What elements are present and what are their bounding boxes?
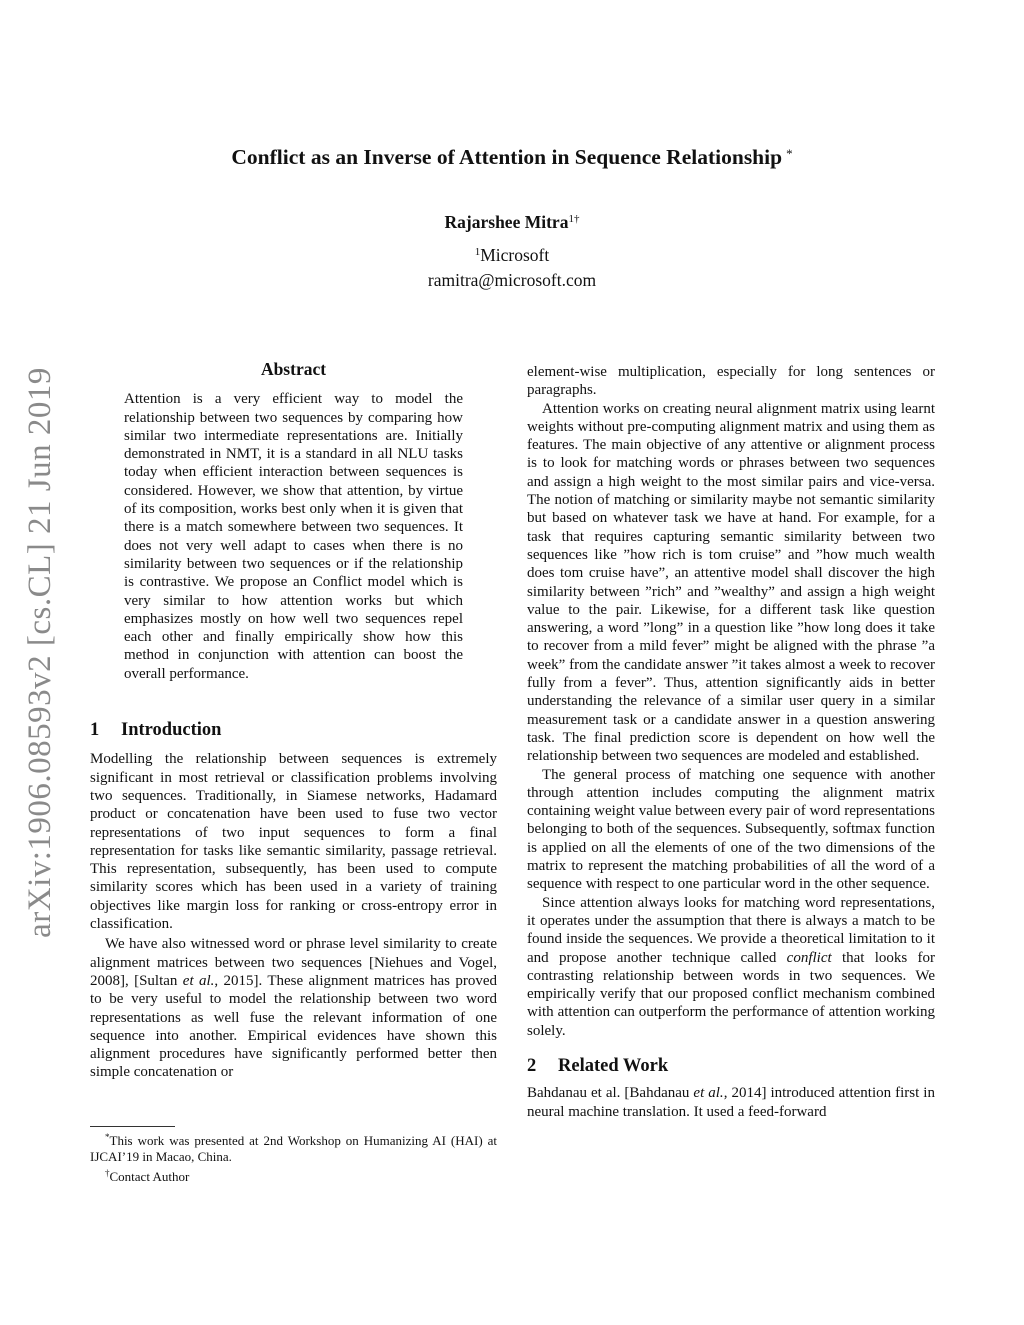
footnote-mark: * — [105, 1132, 110, 1142]
paragraph-text: , 2014] introduced attention first in neural machine translation. It used a feed-forward — [527, 1085, 935, 1120]
title-footnote-mark: * — [786, 146, 793, 161]
arxiv-stamp — [10, 360, 70, 945]
footnote-text: This work was presented at 2nd Workshop on Humanizing AI (HAI) at IJCAI’19 in Macao, China. — [90, 1133, 497, 1164]
paragraph-text: We have also witnessed word or phrase level similarity to create alignment matrices between two sequences [Niehues and Vogel, 2008], [Sultan — [90, 936, 497, 989]
intro-paragraph-continued: element-wise multiplication, especially for long sentences or paragraphs. — [527, 364, 935, 399]
citation-etal: et al. — [693, 1085, 724, 1102]
citation-etal: et al. — [182, 972, 215, 989]
footnotes — [90, 1126, 497, 1185]
paragraph-text: Since attention always looks for matching word representations, it operates under the assumption that there is always a match to be found inside the sequences. We provide a theoretical limitation to it and propose another technique called — [527, 894, 935, 966]
paragraph-text: , 2015]. These alignment matrices has proved to be very useful to model the relationship between two word representations as well fuse the relevant information of one sequence into another. Empirical evidences have shown this alignment procedures have significantly performed better then simple concatenation or — [90, 972, 498, 1081]
footnote-rule — [90, 1126, 175, 1127]
section-heading-introduction — [90, 721, 497, 739]
abstract-text: Attention is a very efficient way to model the relationship between two sequences by comparing how similar two intermediate representations are. Initially demonstrated in NMT, it is a standard in all NLU tasks today when efficient interaction between sequences is considered. However, we show that attention, by virtue of its composition, works best only when it is given that there is a match somewhere between two sequences. It does not very well adapt to cases when there is no similarity between two sequences or if the relationship is contrastive. We propose an Conflict model which is very similar to how attention works but which emphasizes mostly on how well two sequences repel each other and finally empirically show how this method in conjunction with attention can boost the overall performance. — [124, 391, 463, 682]
intro-paragraph-general-process: The general process of matching one sequence with another through attention includes computing the alignment matrix containing weight value between every pair of word representations belonging to both of the sequences. Subsequently, softmax function is applied on all the elements of one of the two dimensions of the matrix to represent the matching probabilities of all the word of a sequence with respect to one particular word in the other sequence. — [527, 766, 935, 893]
footnote-2 — [90, 1165, 497, 1185]
author-name: Rajarshee Mitra — [444, 212, 569, 232]
author-email: ramitra@microsoft.com — [427, 270, 597, 290]
intro-paragraph-attention: Attention works on creating neural alignment matrix using learnt weights without pre-computing alignment matrix and using them as features. The main objective of any attentive or alignment process is to look for matching words or phrases between two sequences and assign a high weight to the most similar pairs and vice-versa. The notion of matching or similarity maybe not semantic similarity but based on whatever task we have at hand. For example, for a task that requires capturing semantic similarity between two sequences like ”how rich is tom cruise” and ”how much wealth does tom cruise have”, an attentive model shall discover the high similarity between ”rich” and ”wealthy” and assign a high weight value to the pair. Likewise, for a different task like question answering, a word ”long” in a question like ”how long does it take to recover from a mild fever” might be aligned with the phrase ”a week” from the candidate answer ”it takes almost a week to recover fully from a fever”. Thus, attention significantly aids in better understanding the relevance of a similar user query in a similar measurement task or a candidate answer in a question answering task. The final prediction score is dependent on how well the relationship between two sequences are modeled and established. — [527, 400, 935, 765]
intro-paragraph-conflict — [527, 894, 935, 1040]
arxiv-stamp-text: arXiv:1906.08593v2 [cs.CL] 21 Jun 2019 — [21, 367, 58, 938]
paragraph-text: that looks for contrasting relationship between words in two sequences. We empirically verify that our proposed conflict mechanism combined with attention can outperform the performance of attention working solely. — [527, 949, 935, 1039]
author-line — [0, 212, 1024, 233]
section-number: 1 — [90, 720, 100, 741]
affiliation: Microsoft — [480, 245, 550, 265]
intro-paragraph-1: Modelling the relationship between sequences is extremely significant in most retrieval or classification problems involving two sequences. Traditionally, in Siamese networks, Hadamard product or concatenation have been used to fuse two vector representations of two input sequences to form a final representation for tasks like semantic similarity, passage retrieval. This representation, subsequently, has been used to compute similarity scores which has been used in a variety of training objectives like margin loss for ranking or cross-entropy error in classification. — [90, 751, 497, 933]
affiliation-mark: 1 — [474, 246, 481, 258]
affiliation-line — [0, 245, 1024, 266]
footnote-text: Contact Author — [109, 1169, 190, 1184]
related-paragraph-1 — [527, 1084, 935, 1121]
footnote-1 — [90, 1129, 497, 1165]
section-number: 2 — [527, 1055, 537, 1076]
footnote-mark: † — [105, 1168, 110, 1178]
right-column — [527, 363, 935, 1121]
title-text: Conflict as an Inverse of Attention in Sequence Relationship — [231, 145, 783, 169]
section-title: Introduction — [121, 720, 222, 741]
left-column — [90, 360, 497, 1082]
author-marks: 1† — [568, 213, 580, 225]
section-title: Related Work — [558, 1055, 669, 1076]
paragraph-text: Bahdanau et al. [Bahdanau — [527, 1085, 694, 1102]
section-heading-related-work — [527, 1057, 935, 1075]
abstract-heading: Abstract — [260, 359, 327, 379]
term-conflict: conflict — [786, 949, 832, 966]
paper-title — [0, 145, 1024, 170]
intro-paragraph-2 — [90, 935, 497, 1081]
